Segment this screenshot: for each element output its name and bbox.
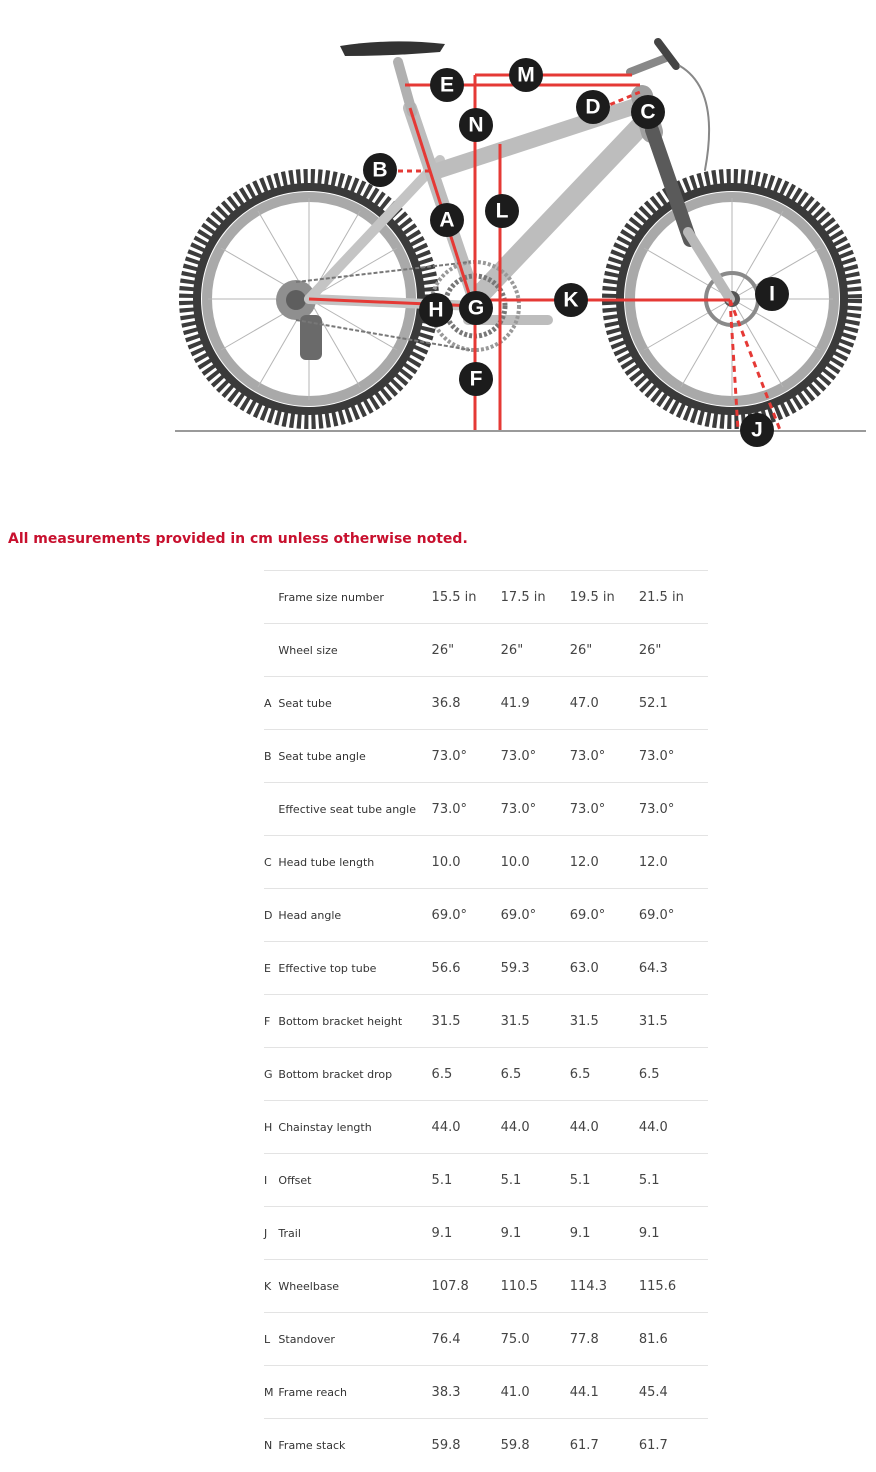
svg-text:K: K (563, 288, 579, 312)
marker-h (419, 293, 453, 327)
table-row (264, 942, 708, 995)
svg-text:L: L (495, 199, 509, 223)
svg-text:J: J (751, 418, 763, 442)
row-letter: D (264, 908, 273, 922)
row-value: 59.8 (431, 1437, 461, 1453)
row-label: Bottom bracket height (278, 1014, 403, 1028)
row-value: 45.4 (638, 1384, 668, 1400)
row-letter (264, 783, 278, 836)
table-row (264, 730, 708, 783)
row-value: 73.0° (431, 748, 467, 764)
row-label: Frame size number (278, 590, 384, 604)
row-label: Seat tube (278, 696, 332, 710)
row-label: Wheel size (278, 643, 338, 657)
row-letter: J (264, 1226, 268, 1240)
row-label: Trail (278, 1226, 301, 1240)
table-row (264, 995, 708, 1048)
table-row (264, 836, 708, 889)
svg-text:D: D (585, 95, 601, 119)
row-value: 17.5 in (500, 589, 546, 605)
row-value: 15.5 in (431, 589, 477, 605)
row-value: 5.1 (638, 1172, 660, 1188)
row-value: 73.0° (569, 748, 606, 764)
row-value: 44.1 (569, 1384, 599, 1400)
table-row (264, 1313, 708, 1366)
row-value: 73.0° (638, 748, 675, 764)
table-row (264, 624, 708, 677)
row-value: 107.8 (431, 1278, 469, 1294)
row-value: 75.0 (500, 1331, 530, 1347)
row-value: 56.6 (431, 960, 461, 976)
measurement-note: All measurements provided in cm unless otherwise noted. (8, 531, 468, 547)
row-letter: F (264, 1014, 271, 1028)
row-value: 44.0 (638, 1119, 668, 1135)
row-value: 61.7 (638, 1437, 668, 1453)
svg-text:I: I (769, 282, 775, 306)
row-value: 73.0° (431, 801, 467, 817)
row-value: 73.0° (569, 801, 606, 817)
table-row (264, 1048, 708, 1101)
table-row (264, 1260, 708, 1313)
row-value: 12.0 (569, 854, 599, 870)
row-label: Effective top tube (278, 961, 377, 975)
row-value: 69.0° (431, 907, 467, 923)
marker-k (554, 283, 588, 317)
row-value: 77.8 (569, 1331, 599, 1347)
svg-text:B: B (372, 158, 388, 182)
row-letter: I (264, 1173, 268, 1187)
row-label: Frame stack (278, 1438, 346, 1452)
svg-text:M: M (517, 63, 535, 87)
marker-l (485, 194, 519, 228)
svg-text:A: A (439, 208, 455, 232)
row-value: 9.1 (638, 1225, 660, 1241)
svg-text:F: F (469, 367, 483, 391)
row-value: 115.6 (638, 1278, 677, 1294)
marker-e (430, 68, 464, 102)
row-letter: K (264, 1279, 272, 1293)
row-label: Frame reach (278, 1385, 347, 1399)
row-value: 12.0 (638, 854, 668, 870)
row-value: 52.1 (638, 695, 668, 711)
table-row (264, 889, 708, 942)
row-value: 59.8 (500, 1437, 530, 1453)
row-letter: L (264, 1332, 271, 1346)
row-value: 114.3 (569, 1278, 607, 1294)
row-value: 76.4 (431, 1331, 461, 1347)
marker-c (631, 95, 665, 129)
marker-f (459, 362, 493, 396)
row-value: 110.5 (500, 1278, 538, 1294)
row-label: Head tube length (278, 855, 375, 869)
row-label: Chainstay length (278, 1120, 372, 1134)
row-letter: M (264, 1385, 274, 1399)
row-label: Wheelbase (278, 1279, 340, 1293)
row-value: 47.0 (569, 695, 599, 711)
table-row (264, 571, 708, 624)
row-value: 9.1 (569, 1225, 591, 1241)
geometry-table (264, 570, 708, 1472)
row-value: 31.5 (569, 1013, 599, 1029)
row-value: 6.5 (500, 1066, 522, 1082)
row-value: 81.6 (638, 1331, 668, 1347)
row-value: 41.9 (500, 695, 530, 711)
row-value: 26" (500, 642, 524, 658)
row-value: 69.0° (569, 907, 606, 923)
row-value: 5.1 (431, 1172, 453, 1188)
row-value: 26" (431, 642, 455, 658)
row-letter (264, 571, 278, 624)
row-value: 44.0 (500, 1119, 530, 1135)
row-letter (264, 624, 278, 677)
row-label: Bottom bracket drop (278, 1067, 393, 1081)
row-value: 73.0° (500, 801, 537, 817)
row-value: 36.8 (431, 695, 461, 711)
row-value: 6.5 (638, 1066, 660, 1082)
table-row (264, 1366, 708, 1419)
row-value: 21.5 in (638, 589, 684, 605)
row-value: 44.0 (431, 1119, 461, 1135)
row-label: Seat tube angle (278, 749, 366, 763)
row-value: 69.0° (500, 907, 537, 923)
row-value: 41.0 (500, 1384, 530, 1400)
row-letter: C (264, 855, 272, 869)
svg-text:G: G (467, 296, 485, 320)
row-value: 44.0 (569, 1119, 599, 1135)
row-label: Effective seat tube angle (278, 802, 416, 816)
row-label: Offset (278, 1173, 312, 1187)
marker-m (509, 58, 543, 92)
row-value: 69.0° (638, 907, 675, 923)
row-value: 73.0° (638, 801, 675, 817)
table-row (264, 1154, 708, 1207)
row-value: 63.0 (569, 960, 599, 976)
row-letter: A (264, 696, 272, 710)
marker-n (459, 108, 493, 142)
row-value: 9.1 (500, 1225, 522, 1241)
svg-text:H: H (428, 298, 444, 322)
row-value: 19.5 in (569, 589, 615, 605)
svg-text:N: N (468, 113, 484, 137)
svg-text:E: E (439, 73, 455, 97)
row-value: 6.5 (569, 1066, 591, 1082)
row-value: 64.3 (638, 960, 668, 976)
row-value: 10.0 (500, 854, 530, 870)
row-value: 31.5 (500, 1013, 530, 1029)
row-value: 10.0 (431, 854, 461, 870)
row-letter: E (264, 961, 271, 975)
table-row (264, 1101, 708, 1154)
row-value: 26" (569, 642, 593, 658)
row-value: 6.5 (431, 1066, 453, 1082)
table-row (264, 1419, 708, 1472)
row-letter: B (264, 749, 272, 763)
marker-a (430, 203, 464, 237)
marker-d (576, 90, 610, 124)
bike-geometry-diagram (0, 0, 876, 470)
row-value: 59.3 (500, 960, 530, 976)
row-value: 31.5 (431, 1013, 461, 1029)
row-value: 61.7 (569, 1437, 599, 1453)
row-value: 9.1 (431, 1225, 453, 1241)
row-value: 38.3 (431, 1384, 461, 1400)
row-value: 5.1 (500, 1172, 522, 1188)
row-value: 73.0° (500, 748, 537, 764)
marker-j (740, 413, 774, 447)
svg-text:C: C (640, 100, 656, 124)
marker-b (363, 153, 397, 187)
row-letter: N (264, 1438, 273, 1452)
row-label: Standover (278, 1332, 335, 1346)
row-letter: G (264, 1067, 273, 1081)
row-value: 26" (638, 642, 662, 658)
row-value: 31.5 (638, 1013, 668, 1029)
table-row (264, 1207, 708, 1260)
table-row (264, 677, 708, 730)
row-letter: H (264, 1120, 273, 1134)
marker-i (755, 277, 789, 311)
row-label: Head angle (278, 908, 342, 922)
marker-g (459, 291, 493, 325)
row-value: 5.1 (569, 1172, 591, 1188)
table-row (264, 783, 708, 836)
